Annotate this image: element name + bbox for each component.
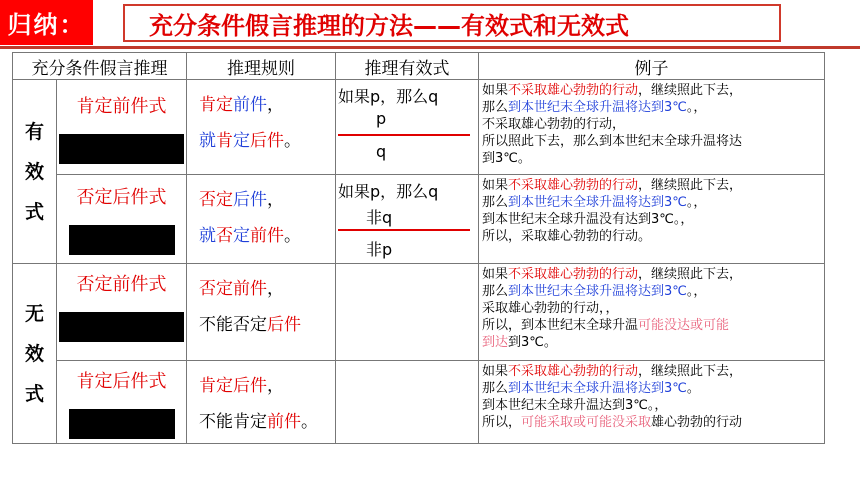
type-cell — [57, 175, 187, 264]
form-cell: 如果p，那么q p q — [336, 80, 479, 175]
form-cell: 如果p，那么q 非q 非p — [336, 175, 479, 264]
table-row — [13, 264, 825, 361]
type-name: 肯定后件式 — [76, 371, 167, 392]
invalid-group-label: 无 效 式 — [13, 264, 57, 444]
example-cell: 如果不采取雄心勃勃的行动，继续照此下去， 那么到本世纪末全球升温将达到3℃。， 到本世纪末全球升温没有达到3℃。， 所以，采取雄心勃勃的行动。 — [479, 175, 825, 264]
redacted-block — [69, 225, 175, 255]
header-bar — [0, 0, 860, 46]
redacted-block — [69, 409, 175, 439]
page-title: 充分条件假言推理的方法——有效式和无效式 — [123, 4, 781, 42]
table-row — [13, 175, 825, 264]
summary-label: 归纳： — [0, 0, 93, 45]
type-name: 肯定前件式 — [76, 96, 167, 117]
type-cell — [57, 361, 187, 444]
rule-cell: 肯定前件， 就肯定后件。 — [187, 80, 336, 175]
table-row — [13, 361, 825, 444]
form-divider — [338, 134, 470, 136]
redacted-block — [59, 134, 184, 164]
example-cell: 如果不采取雄心勃勃的行动，继续照此下去， 那么到本世纪末全球升温将达到3℃。， 采取雄心勃勃的行动，， 所以，到本世纪末全球升温可能没达或可能 到达到3℃。 — [479, 264, 825, 361]
form-cell-empty — [336, 264, 479, 361]
redacted-block — [59, 312, 184, 342]
header-cell: 推理有效式 — [336, 53, 479, 80]
rule-cell: 肯定后件， 不能肯定前件。 — [187, 361, 336, 444]
example-cell: 如果不采取雄心勃勃的行动，继续照此下去， 那么到本世纪末全球升温将达到3℃。 到本世纪末全球升温达到3℃。， 所以，可能采取或可能没采取雄心勃勃的行动 — [479, 361, 825, 444]
table-row — [13, 80, 825, 175]
form-divider — [338, 229, 470, 231]
rule-cell: 否定后件， 就否定前件。 — [187, 175, 336, 264]
header-divider — [0, 46, 860, 49]
header-cell: 充分条件假言推理 — [13, 53, 187, 80]
valid-group-label: 有 效 式 — [13, 80, 57, 264]
type-name: 否定后件式 — [76, 187, 167, 208]
type-name: 否定前件式 — [76, 274, 167, 295]
form-cell-empty — [336, 361, 479, 444]
header-cell: 推理规则 — [187, 53, 336, 80]
type-cell — [57, 264, 187, 361]
type-cell — [57, 80, 187, 175]
rule-cell: 否定前件， 不能否定后件 — [187, 264, 336, 361]
inference-table — [12, 52, 825, 444]
example-cell: 如果不采取雄心勃勃的行动，继续照此下去， 那么到本世纪末全球升温将达到3℃。， 不采取雄心勃勃的行动， 所以照此下去，那么到本世纪末全球升温将达 到3℃。 — [479, 80, 825, 175]
table-header-row — [13, 53, 825, 80]
header-cell: 例子 — [479, 53, 825, 80]
